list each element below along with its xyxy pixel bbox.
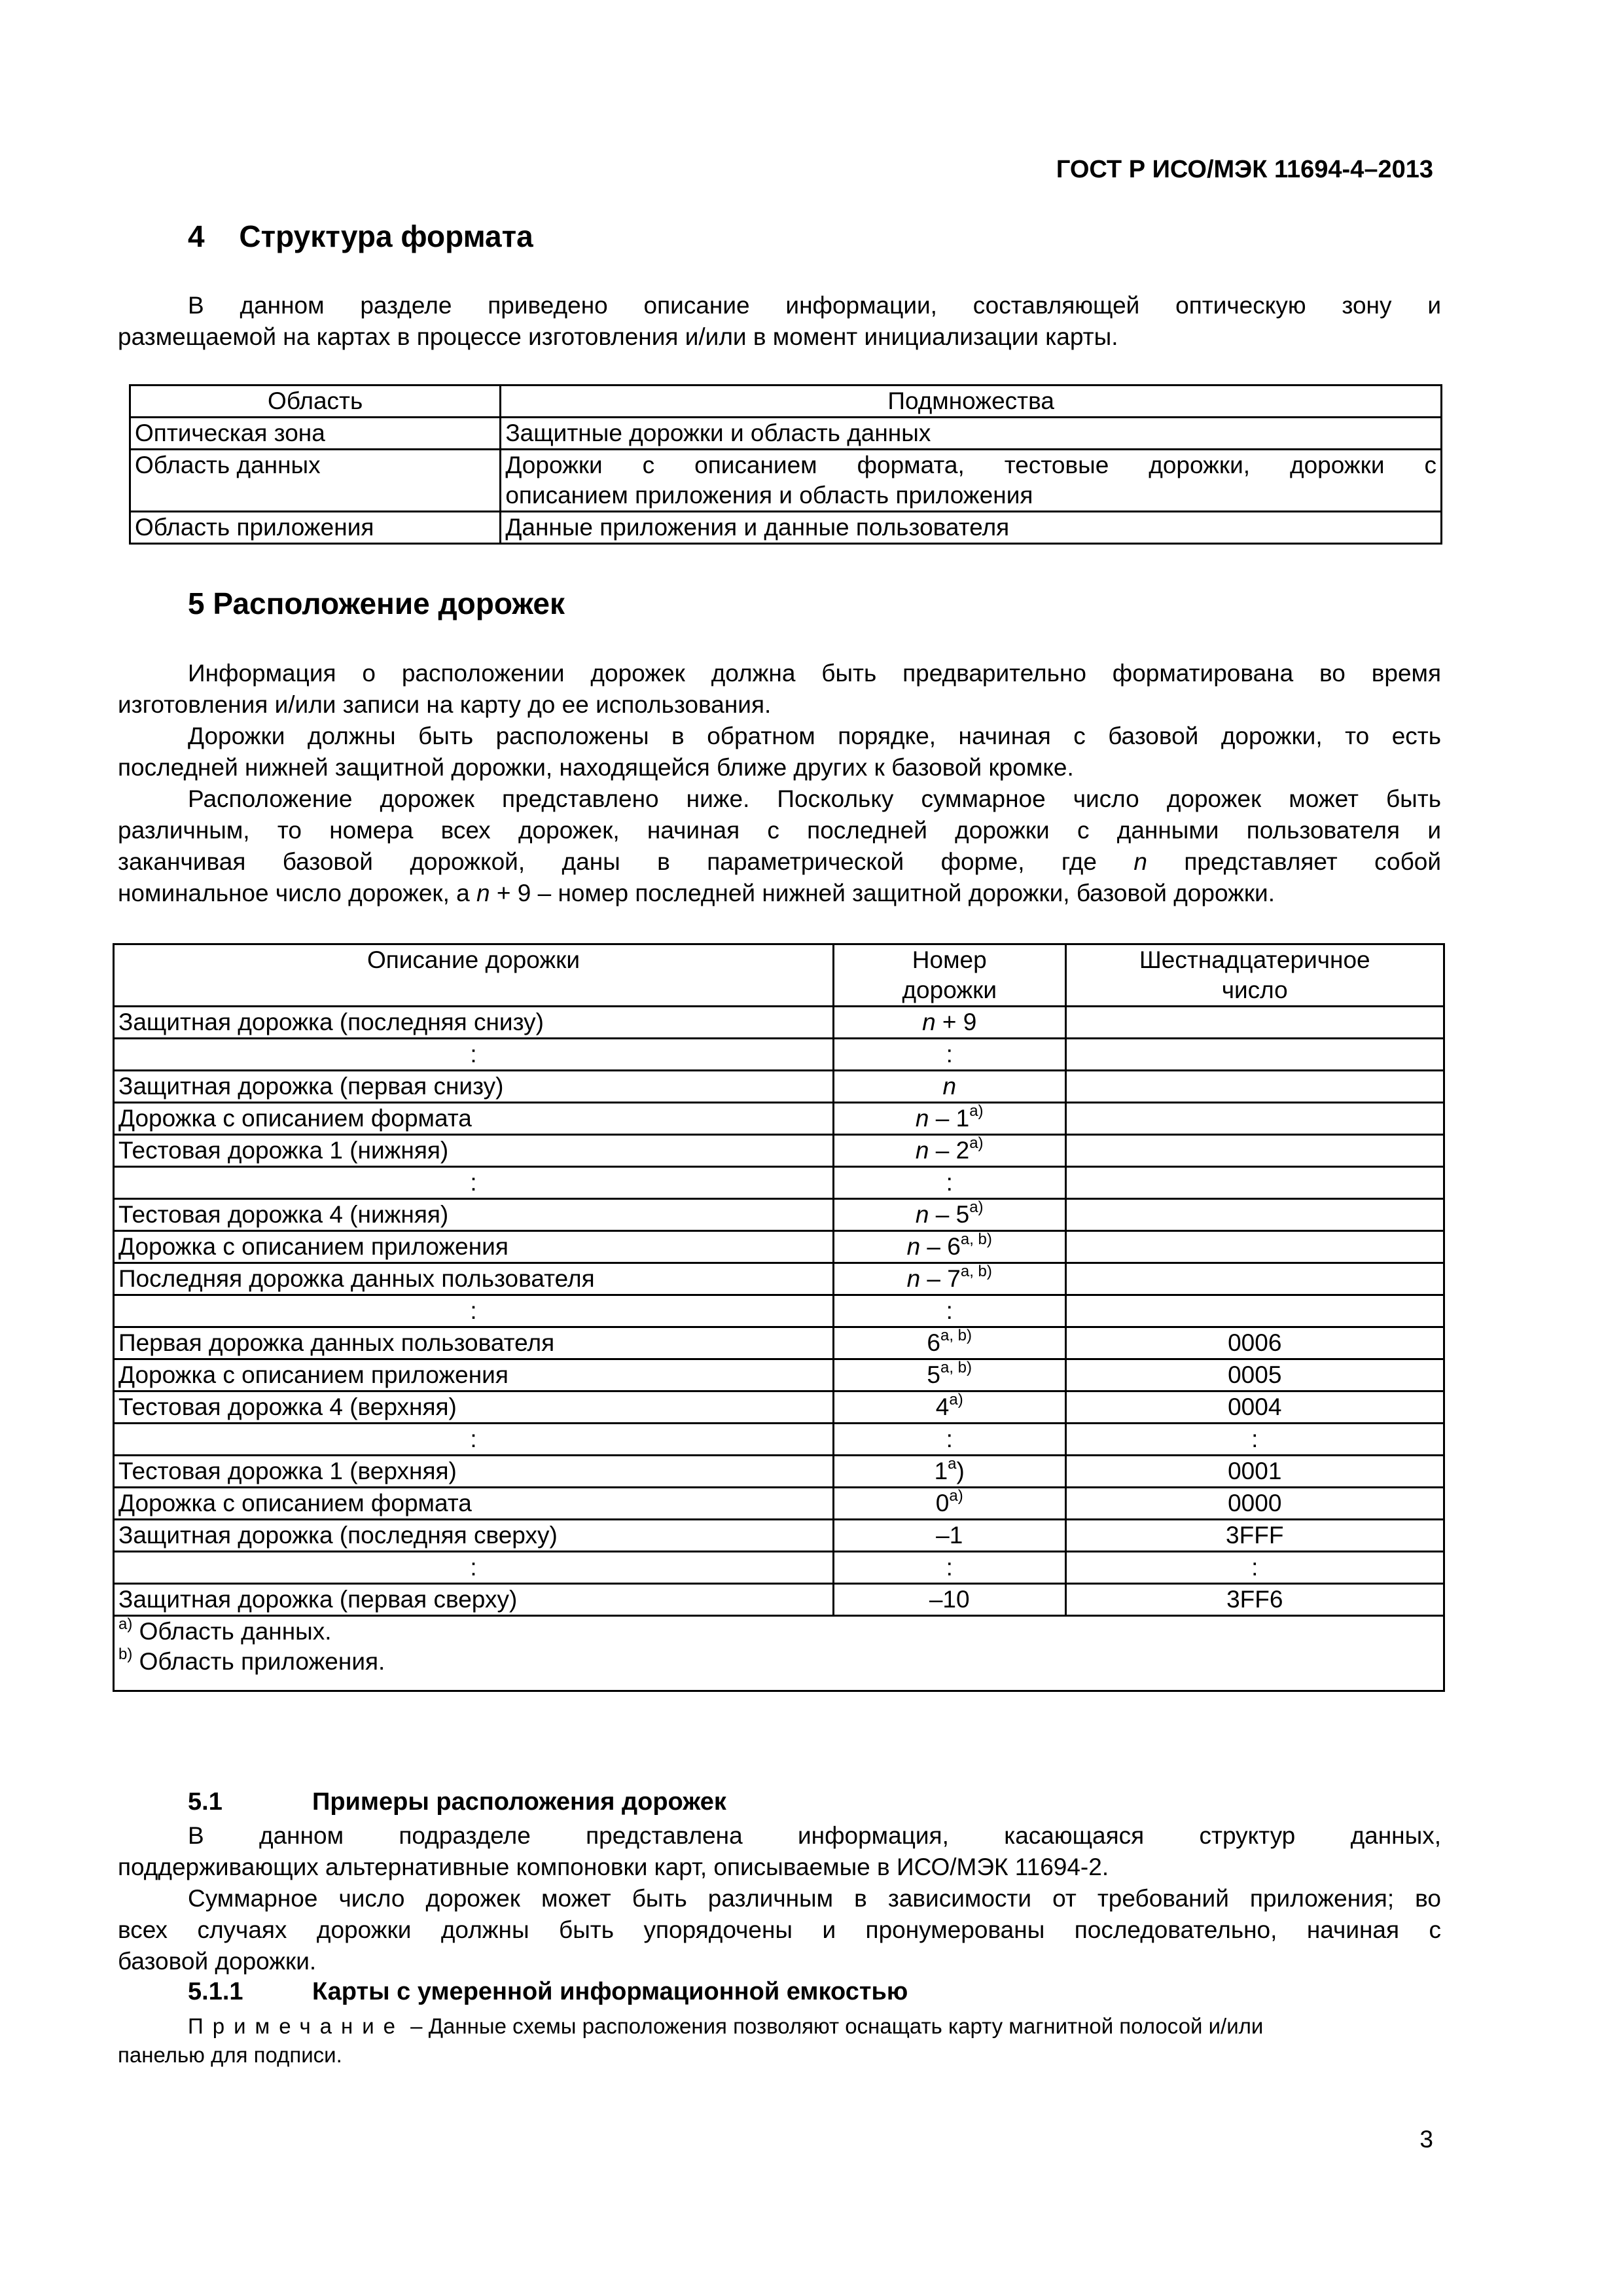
variable-n: n [942,1073,957,1100]
table-row [114,1103,1444,1135]
track-hex-cell: 3FFF [1065,1520,1444,1552]
track-description-cell: : [114,1424,834,1456]
footnote-reference: a [948,1455,957,1473]
footnote-b-text: Область приложения. [132,1648,385,1675]
header-description: Описание дорожки [114,944,834,1007]
footnote-reference: a) [969,1134,984,1152]
structure-table-header [130,386,1442,418]
structure-area-cell: Область данных [130,450,501,512]
track-number-value: 0 [935,1490,950,1516]
footnote-b-mark: b) [118,1645,133,1663]
track-number-cell [833,1295,1065,1327]
table-row [130,418,1442,450]
track-table-footnotes [114,1616,1444,1691]
track-number-cell [833,1359,1065,1391]
table-row [114,1007,1444,1039]
variable-n: n [915,1137,929,1164]
table-row [130,450,1442,512]
section-5-p1-line1: Информация о расположении дорожек должна быть предварительно форматирована во время [188,660,1441,687]
track-description-cell: Тестовая дорожка 4 (верхняя) [114,1391,834,1424]
track-description-cell: Тестовая дорожка 1 (нижняя) [114,1135,834,1167]
variable-n: n [1133,848,1147,875]
track-description-cell: Защитная дорожка (первая снизу) [114,1071,834,1103]
section-4-title: Структура формата [239,219,533,253]
track-number-cell [833,1167,1065,1199]
track-number-value: –10 [929,1586,970,1613]
structure-subsets-cell: Данные приложения и данные пользователя [501,512,1442,544]
table-row [130,512,1442,544]
track-description-cell: : [114,1039,834,1071]
track-layout-table [113,943,1445,1692]
section-4-paragraph-line2: размещаемой на картах в процессе изготовления и/или в момент инициализации карты. [118,323,1118,350]
track-number-cell [833,1263,1065,1295]
track-hex-cell [1065,1071,1444,1103]
footnote-reference: a) [949,1391,963,1408]
table-row [114,1231,1444,1263]
footnote-reference: a, b) [940,1359,972,1376]
track-number-value: 1 [934,1458,948,1484]
track-number-cell [833,1007,1065,1039]
table-row [114,1167,1444,1199]
footnote-a-text: Область данных. [132,1618,332,1645]
section-5-p3-line2: различным, то номера всех дорожек, начиная с последней дорожки с данными пользователя и [118,817,1441,844]
track-description-cell: : [114,1552,834,1584]
track-number-value: – 1 [929,1105,970,1132]
variable-n: n [915,1201,929,1228]
track-number-cell [833,1488,1065,1520]
track-hex-cell [1065,1103,1444,1135]
footnote-reference: a, b) [940,1327,972,1344]
track-hex-cell [1065,1007,1444,1039]
header-hex-line1: Шестнадцатеричное [1139,946,1370,973]
track-number-value: – 5 [929,1201,970,1228]
table-row [114,1199,1444,1231]
section-5-1-1-title: Карты с умеренной информационной емкостью [312,1978,908,2005]
track-number-value: : [946,1554,953,1581]
track-number-value: – 2 [929,1137,970,1164]
footnote-reference: a) [969,1198,984,1216]
track-description-cell: Защитная дорожка (первая сверху) [114,1584,834,1616]
footnote-b [118,1647,1439,1677]
track-number-cell [833,1039,1065,1071]
section-5-heading: 5 Расположение дорожек [188,586,565,620]
track-description-cell: Защитная дорожка (последняя снизу) [114,1007,834,1039]
track-number-cell [833,1584,1065,1616]
footnote-reference: a) [949,1487,963,1505]
footnote-a [118,1617,1439,1647]
track-table-body [114,1007,1444,1616]
section-5-p3-line4 [118,878,1275,909]
track-number-value: – 6 [920,1233,961,1260]
table-row [114,1359,1444,1391]
track-number-value: : [946,1426,953,1452]
track-number-cell [833,1327,1065,1359]
variable-n: n [906,1233,921,1260]
track-hex-cell [1065,1295,1444,1327]
track-hex-cell: 0004 [1065,1391,1444,1424]
document-standard-header: ГОСТ Р ИСО/МЭК 11694-4–2013 [1056,156,1433,183]
track-number-value: : [946,1169,953,1196]
track-description-cell: Тестовая дорожка 1 (верхняя) [114,1456,834,1488]
header-number-line1: Номер [912,946,987,973]
track-number-cell [833,1424,1065,1456]
table-row [114,1488,1444,1520]
table-row [114,1071,1444,1103]
section-5-1-title: Примеры расположения дорожек [312,1788,726,1816]
track-number-value: : [946,1041,953,1067]
header-hex [1065,944,1444,1007]
structure-subsets-cell: Защитные дорожки и область данных [501,418,1442,450]
track-description-cell: Последняя дорожка данных пользователя [114,1263,834,1295]
section-5-1-p2-line3: базовой дорожки. [118,1948,317,1975]
table-row [114,1135,1444,1167]
track-number-cell [833,1071,1065,1103]
track-hex-cell: 0001 [1065,1456,1444,1488]
structure-table [129,384,1442,545]
track-description-cell: Дорожка с описанием формата [114,1103,834,1135]
note-label: Примечание [188,2014,405,2038]
structure-header-area: Область [130,386,501,418]
track-hex-cell: : [1065,1424,1444,1456]
track-hex-cell: 0006 [1065,1327,1444,1359]
note-line1 [188,2012,1263,2041]
p3-line3-part-a: заканчивая базовой дорожкой, даны в параметрической форме, где [118,848,1097,875]
section-5-1-p1-line2: поддерживающих альтернативные компоновки карт, описываемые в ИСО/МЭК 11694-2. [118,1854,1109,1880]
track-number-cell [833,1103,1065,1135]
track-description-cell: Дорожка с описанием приложения [114,1231,834,1263]
track-description-cell: Защитная дорожка (последняя сверху) [114,1520,834,1552]
page-number: 3 [1419,2126,1433,2153]
track-hex-cell: 3FF6 [1065,1584,1444,1616]
table-row [114,1584,1444,1616]
footnotes-cell [114,1616,1444,1691]
track-hex-cell [1065,1231,1444,1263]
track-description-cell: Первая дорожка данных пользователя [114,1327,834,1359]
track-number-cell [833,1456,1065,1488]
footnote-reference: a, b) [960,1230,992,1248]
header-number-line2: дорожки [902,977,997,1003]
track-number-suffix: ) [956,1458,965,1484]
track-description-cell: Дорожка с описанием формата [114,1488,834,1520]
structure-subsets-cell [501,450,1442,512]
track-description-cell: Тестовая дорожка 4 (нижняя) [114,1199,834,1231]
section-4-paragraph-line1: В данном разделе приведено описание информации, составляющей оптическую зону и [188,292,1441,319]
track-hex-cell [1065,1199,1444,1231]
track-number-value: 6 [927,1329,940,1356]
track-hex-cell: 0005 [1065,1359,1444,1391]
section-5-1-p2-line2: всех случаях дорожки должны быть упорядочены и пронумерованы последовательно, начиная с [118,1916,1441,1943]
section-5-1-1-number: 5.1.1 [188,1978,243,2005]
section-5-p3-line3 [118,846,1441,878]
section-5-p2-line2: последней нижней защитной дорожки, находящейся ближе других к базовой кромке. [118,754,1074,781]
table-row [114,1039,1444,1071]
track-number-value: 4 [935,1393,950,1420]
track-hex-cell [1065,1263,1444,1295]
track-number-value: 5 [927,1361,940,1388]
table-row [114,1552,1444,1584]
track-description-cell: : [114,1295,834,1327]
variable-n: n [476,880,490,906]
p3-line3-part-b: представляет собой [1184,848,1442,875]
variable-n: n [922,1009,936,1035]
section-5-1-number: 5.1 [188,1788,223,1816]
note-line2: панелью для подписи. [118,2043,342,2067]
header-track-number [833,944,1065,1007]
footnote-reference: a, b) [960,1263,992,1280]
track-number-value: – 7 [920,1265,961,1292]
structure-subsets-line2: описанием приложения и область приложения [505,482,1033,509]
header-hex-line2: число [1221,977,1288,1003]
structure-header-subsets: Подмножества [501,386,1442,418]
track-hex-cell [1065,1167,1444,1199]
table-row [114,1327,1444,1359]
table-row [114,1295,1444,1327]
structure-area-cell: Область приложения [130,512,501,544]
track-hex-cell [1065,1135,1444,1167]
section-5-p2-line1: Дорожки должны быть расположены в обратном порядке, начиная с базовой дорожки, то есть [188,723,1441,749]
table-row [114,1456,1444,1488]
variable-n: n [915,1105,929,1132]
structure-area-cell: Оптическая зона [130,418,501,450]
note-text-line1: – Данные схемы расположения позволяют оснащать карту магнитной полосой и/или [404,2014,1264,2038]
section-5-p1-line2: изготовления и/или записи на карту до ее использования. [118,691,772,718]
table-row [114,1263,1444,1295]
table-row [114,1424,1444,1456]
track-number-value: + 9 [935,1009,977,1035]
section-5-1-heading [188,1788,726,1816]
structure-subsets-line1: Дорожки с описанием формата, тестовые дорожки, дорожки с [505,452,1436,478]
track-number-cell [833,1135,1065,1167]
p3-line4-part-b: + 9 – номер последней нижней защитной дорожки, базовой дорожки. [496,880,1275,906]
track-table-header [114,944,1444,1007]
table-row [114,1391,1444,1424]
track-hex-cell: 0000 [1065,1488,1444,1520]
track-number-cell [833,1199,1065,1231]
track-hex-cell [1065,1039,1444,1071]
track-description-cell: : [114,1167,834,1199]
variable-n: n [906,1265,921,1292]
section-4-heading [188,219,533,254]
track-number-cell [833,1552,1065,1584]
track-number-value: : [946,1297,953,1324]
footnote-reference: a) [969,1102,984,1120]
track-number-value: –1 [936,1522,963,1549]
track-hex-cell: : [1065,1552,1444,1584]
track-number-cell [833,1391,1065,1424]
section-5-1-p2-line1: Суммарное число дорожек может быть различным в зависимости от требований приложения; во [188,1885,1441,1912]
track-number-cell [833,1520,1065,1552]
section-5-1-p1-line1: В данном подразделе представлена информация, касающаяся структур данных, [188,1822,1441,1849]
section-4-number: 4 [188,219,205,253]
track-number-cell [833,1231,1065,1263]
track-description-cell: Дорожка с описанием приложения [114,1359,834,1391]
section-5-1-1-heading [188,1978,908,2006]
p3-line4-part-a: номинальное число дорожек, а [118,880,470,906]
section-5-p3-line1: Расположение дорожек представлено ниже. Поскольку суммарное число дорожек может быть [188,785,1441,812]
footnote-a-mark: a) [118,1615,133,1633]
table-row [114,1520,1444,1552]
